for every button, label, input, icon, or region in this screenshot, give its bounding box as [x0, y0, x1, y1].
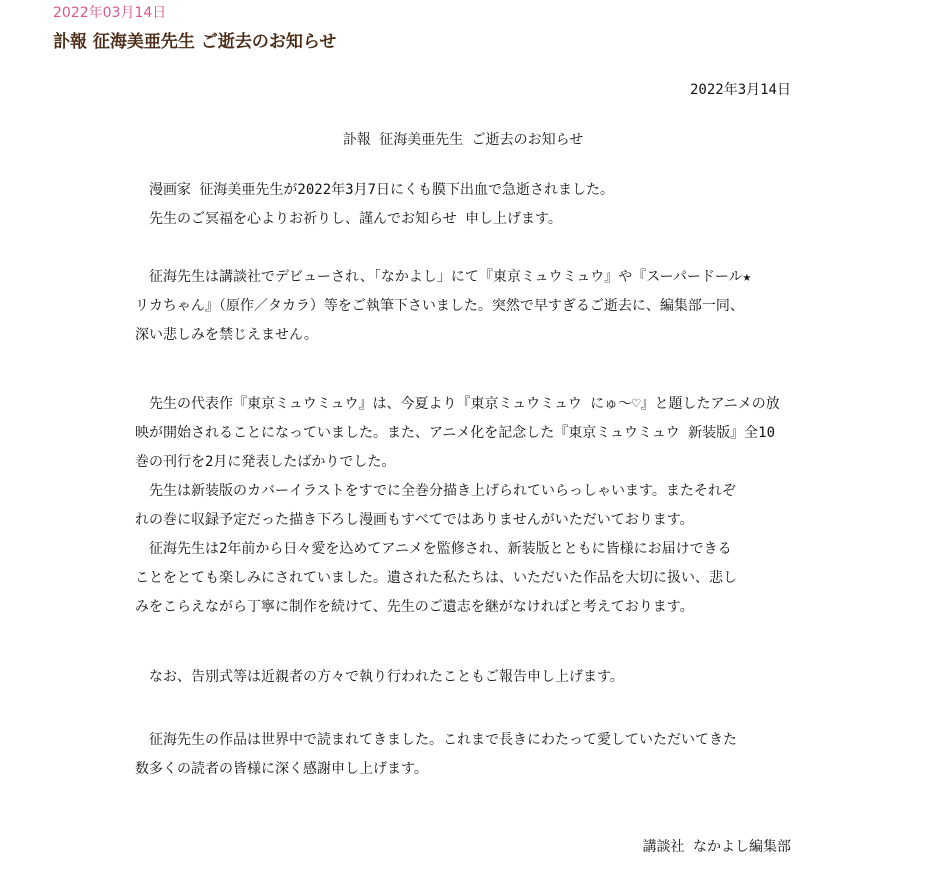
- post-date: 2022年03月14日: [53, 5, 167, 21]
- paragraph-works: [135, 394, 805, 626]
- post-title: 訃報 征海美亜先生 ご逝去のお知らせ: [53, 32, 337, 52]
- paragraph-line: ことをとても楽しみにされていました。遺された私たちは、いただいた作品を大切に扱い、悲し: [135, 570, 737, 586]
- paragraph-line: 征海先生は2年前から日々愛を込めてアニメを監修され、新装版とともに皆様にお届けできる: [135, 541, 732, 557]
- paragraph-career: [135, 267, 805, 354]
- paragraph-line: リカちゃん』（原作／タカラ）等をご執筆下さいました。突然で早すぎるご逝去に、編集部一同、: [135, 298, 744, 314]
- paragraph-line: 数多くの読者の皆様に深く感謝申し上げます。: [135, 761, 428, 777]
- paragraph-line: 深い悲しみを禁じえません。: [135, 327, 318, 343]
- paragraph-line: みをこらえながら丁寧に制作を続けて、先生のご遺志を継がなければと考えております。: [135, 599, 694, 615]
- paragraph-line: 征海先生は講談社でデビューされ、「なかよし」にて『東京ミュウミュウ』や『スーパードール★: [135, 269, 752, 285]
- signature: 講談社 なかよし編集部: [642, 839, 791, 855]
- notice-date: 2022年3月14日: [689, 82, 791, 98]
- paragraph-thanks: [135, 730, 805, 788]
- paragraph-line: 先生のご冥福を心よりお祈りし、謹んでお知らせ 申し上げます。: [135, 211, 562, 227]
- paragraph-line: なお、告別式等は近親者の方々で執り行われたこともご報告申し上げます。: [135, 669, 624, 685]
- paragraph-funeral: [135, 667, 805, 696]
- paragraph-line: 先生は新装版のカバーイラストをすでに全巻分描き上げられていらっしゃいます。またそれぞ: [135, 483, 736, 499]
- paragraph-line: れの巻に収録予定だった描き下ろし漫画もすべてではありませんがいただいております。: [135, 512, 694, 528]
- paragraph-line: 映が開始されることになっていました。また、アニメ化を記念した『東京ミュウミュウ 新装版』全10: [135, 425, 776, 441]
- paragraph-line: 先生の代表作『東京ミュウミュウ』は、今夏より『東京ミュウミュウ にゅ～♡』と題したアニメの放: [135, 396, 780, 412]
- notice-title: 訃報 征海美亜先生 ご逝去のお知らせ: [342, 132, 584, 148]
- paragraph-line: 漫画家 征海美亜先生が2022年3月7日にくも膜下出血で急逝されました。: [135, 182, 614, 198]
- paragraph-announcement: [135, 180, 805, 238]
- paragraph-line: 征海先生の作品は世界中で読まれてきました。これまで長きにわたって愛していただいてきた: [135, 732, 737, 748]
- paragraph-line: 巻の刊行を2月に発表したばかりでした。: [135, 454, 396, 470]
